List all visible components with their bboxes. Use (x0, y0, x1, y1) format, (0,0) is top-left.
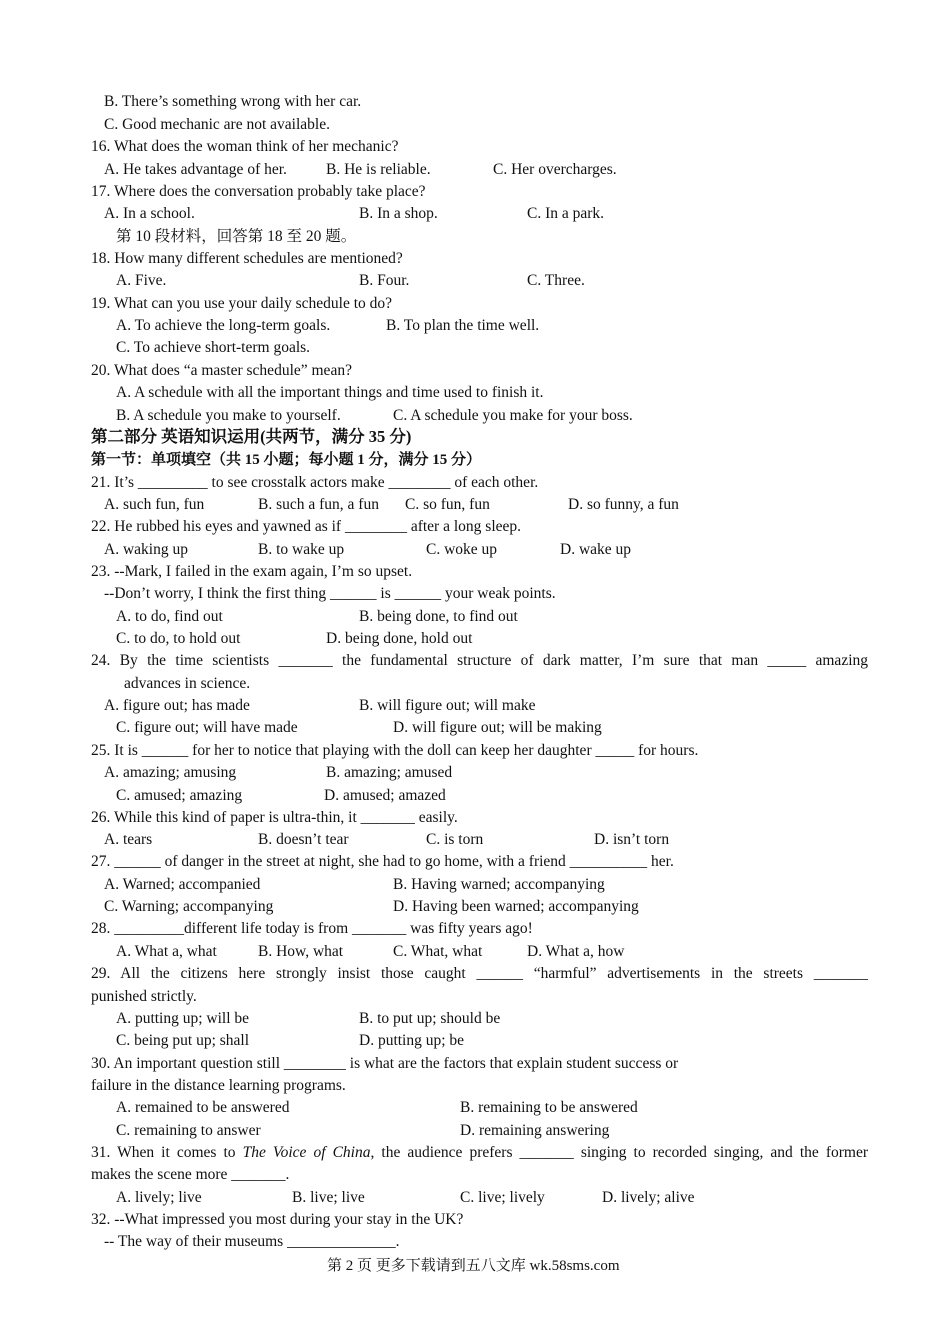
answer-option: D. so funny, a fun (568, 496, 679, 513)
q22-options-line (0, 540, 950, 560)
answer-option: A. tears (104, 831, 153, 848)
question-stem: 16. What does the woman think of her mechanic? (91, 138, 399, 155)
question-stem: 27. ______ of danger in the street at night, she had to go home, with a friend __________ her. (91, 853, 674, 870)
material-note-line (0, 227, 950, 247)
q19-options-line (0, 338, 950, 358)
answer-option: A. To achieve the long-term goals. (116, 317, 331, 334)
answer-option: A. putting up; will be (116, 1010, 250, 1027)
answer-option: B. live; live (292, 1189, 365, 1206)
q26-options-line (0, 830, 950, 850)
q26-stem-line (0, 808, 950, 828)
answer-option: B. Four. (359, 272, 410, 289)
answer-option: A. Warned; accompanied (104, 876, 261, 893)
answer-option: C. A schedule you make for your boss. (393, 407, 633, 424)
q21-options-line (0, 495, 950, 515)
answer-option: B. In a shop. (359, 205, 438, 222)
part-title: 第二部分 英语知识运用(共两节，满分 35 分) (91, 427, 412, 446)
q23-stem-line (0, 584, 950, 604)
answer-option: A. Five. (116, 272, 167, 289)
q30-options-line (0, 1121, 950, 1141)
answer-option: B. How, what (258, 943, 344, 960)
q20-stem-line (0, 361, 950, 381)
question-stem: 20. What does “a master schedule” mean? (91, 362, 352, 379)
answer-option: A. figure out; has made (104, 697, 250, 714)
question-stem: 23. --Mark, I failed in the exam again, I’m so upset. (91, 563, 413, 580)
question-stem: 22. He rubbed his eyes and yawned as if ________ after a long sleep. (91, 518, 522, 535)
answer-option: A. lively; live (116, 1189, 202, 1206)
question-stem: 28. _________different life today is from _______ was fifty years ago! (91, 920, 533, 937)
answer-option: A. He takes advantage of her. (104, 161, 287, 178)
q23-options-line (0, 607, 950, 627)
answer-option: B. to wake up (258, 541, 345, 558)
question-stem: 21. It’s _________ to see crosstalk actors make ________ of each other. (91, 474, 539, 491)
answer-option: C. to do, to hold out (116, 630, 241, 647)
page-footer (0, 1256, 950, 1276)
q31-stem-line (0, 1143, 950, 1163)
q15-option-line (0, 115, 950, 135)
question-stem: punished strictly. (91, 988, 197, 1005)
question-stem: 29. All the citizens here strongly insist those caught ______ “harmful” advertisements in the streets _______ (91, 965, 868, 982)
answer-option: D. isn’t torn (594, 831, 670, 848)
q31-stem-line (0, 1165, 950, 1185)
q28-stem-line (0, 919, 950, 939)
q22-stem-line (0, 517, 950, 537)
answer-option: D. lively; alive (602, 1189, 695, 1206)
answer-option: D. putting up; be (359, 1032, 465, 1049)
question-stem: 24. By the time scientists _______ the fundamental structure of dark matter, I’m sure that man _____ amazing (91, 652, 868, 669)
q29-options-line (0, 1009, 950, 1029)
q17-options-line (0, 204, 950, 224)
answer-option: C. Warning; accompanying (104, 898, 274, 915)
q24-stem-line (0, 674, 950, 694)
question-stem: -- The way of their museums ______________. (104, 1233, 400, 1250)
q16-stem-line (0, 137, 950, 157)
q19-stem-line (0, 294, 950, 314)
q17-stem-line (0, 182, 950, 202)
q25-options-line (0, 763, 950, 783)
material-note: 第 10 段材料，回答第 18 至 20 题。 (116, 228, 357, 245)
answer-option: B. being done, to find out (359, 608, 518, 625)
q32-stem-line (0, 1232, 950, 1252)
q29-options-line (0, 1031, 950, 1051)
question-stem: 26. While this kind of paper is ultra-thin, it _______ easily. (91, 809, 458, 826)
answer-option: C. remaining to answer (116, 1122, 261, 1139)
answer-option: B. will figure out; will make (359, 697, 536, 714)
answer-option: C. In a park. (527, 205, 605, 222)
answer-option: D. amused; amazed (324, 787, 446, 804)
answer-option: C. To achieve short-term goals. (116, 339, 311, 356)
q20-options-line (0, 383, 950, 403)
question-stem: 25. It is ______ for her to notice that playing with the doll can keep her daughter _____ for hours. (91, 742, 699, 759)
question-stem: advances in science. (124, 675, 251, 692)
answer-option: C. live; lively (460, 1189, 545, 1206)
footer-text: 第 2 页 更多下载请到五八文库 wk.58sms.com (327, 1258, 620, 1274)
answer-option: C. figure out; will have made (116, 719, 298, 736)
answer-option: A. to do, find out (116, 608, 223, 625)
q24-stem-line (0, 651, 950, 671)
question-stem: 30. An important question still ________ is what are the factors that explain student success or (91, 1055, 679, 1072)
answer-option: B. doesn’t tear (258, 831, 349, 848)
q15-option-line (0, 92, 950, 112)
stem-text: , the audience prefers _______ singing to recorded singing, and the former (370, 1144, 868, 1161)
answer-option: B. such a fun, a fun (258, 496, 379, 513)
q27-options-line (0, 875, 950, 895)
answer-option: B. To plan the time well. (386, 317, 540, 334)
answer-option: C. Good mechanic are not available. (104, 116, 330, 133)
answer-option: B. There’s something wrong with her car. (104, 93, 362, 110)
q32-stem-line (0, 1210, 950, 1230)
q30-stem-line (0, 1076, 950, 1096)
answer-option: C. Her overcharges. (493, 161, 617, 178)
question-stem: 18. How many different schedules are mentioned? (91, 250, 403, 267)
q24-options-line (0, 696, 950, 716)
answer-option: A. amazing; amusing (104, 764, 237, 781)
answer-option: D. will figure out; will be making (393, 719, 602, 736)
q16-options-line (0, 160, 950, 180)
question-stem: makes the scene more _______. (91, 1166, 290, 1183)
answer-option: D. remaining answering (460, 1122, 610, 1139)
answer-option: B. amazing; amused (326, 764, 453, 781)
question-stem: 19. What can you use your daily schedule to do? (91, 295, 393, 312)
answer-option: A. such fun, fun (104, 496, 205, 513)
section1-heading-line (0, 450, 950, 470)
answer-option: A. In a school. (104, 205, 195, 222)
q20-options-line (0, 406, 950, 426)
q30-options-line (0, 1098, 950, 1118)
answer-option: B. remaining to be answered (460, 1099, 638, 1116)
answer-option: C. Three. (527, 272, 585, 289)
q29-stem-line (0, 964, 950, 984)
question-stem: 32. --What impressed you most during your stay in the UK? (91, 1211, 464, 1228)
answer-option: C. so fun, fun (405, 496, 490, 513)
part2-heading-line (0, 427, 950, 447)
q25-options-line (0, 786, 950, 806)
answer-option: C. being put up; shall (116, 1032, 250, 1049)
q23-options-line (0, 629, 950, 649)
answer-option: B. to put up; should be (359, 1010, 501, 1027)
section-title: 第一节：单项填空（共 15 小题；每小题 1 分，满分 15 分） (91, 452, 482, 468)
answer-option: D. being done, hold out (326, 630, 473, 647)
answer-option: D. What a, how (527, 943, 625, 960)
answer-option: A. waking up (104, 541, 188, 558)
answer-option: B. A schedule you make to yourself. (116, 407, 341, 424)
answer-option: A. remained to be answered (116, 1099, 290, 1116)
answer-option: C. woke up (426, 541, 498, 558)
q31-options-line (0, 1188, 950, 1208)
question-stem: --Don’t worry, I think the first thing ______ is ______ your weak points. (104, 585, 556, 602)
question-stem: failure in the distance learning programs. (91, 1077, 346, 1094)
answer-option: C. amused; amazing (116, 787, 243, 804)
answer-option: C. What, what (393, 943, 483, 960)
answer-option: A. A schedule with all the important things and time used to finish it. (116, 384, 544, 401)
q27-stem-line (0, 852, 950, 872)
q23-stem-line (0, 562, 950, 582)
q25-stem-line (0, 741, 950, 761)
stem-text: 31. When it comes to (91, 1144, 243, 1161)
q19-options-line (0, 316, 950, 336)
question-stem: 17. Where does the conversation probably take place? (91, 183, 426, 200)
q27-options-line (0, 897, 950, 917)
q18-stem-line (0, 249, 950, 269)
answer-option: D. Having been warned; accompanying (393, 898, 639, 915)
q18-options-line (0, 271, 950, 291)
question-stem (91, 1143, 868, 1163)
answer-option: D. wake up (560, 541, 632, 558)
q30-stem-line (0, 1054, 950, 1074)
answer-option: B. He is reliable. (326, 161, 431, 178)
answer-option: B. Having warned; accompanying (393, 876, 605, 893)
answer-option: A. What a, what (116, 943, 217, 960)
program-title: The Voice of China (242, 1144, 371, 1161)
answer-option: C. is torn (426, 831, 484, 848)
q21-stem-line (0, 473, 950, 493)
q29-stem-line (0, 987, 950, 1007)
q28-options-line (0, 942, 950, 962)
q24-options-line (0, 718, 950, 738)
